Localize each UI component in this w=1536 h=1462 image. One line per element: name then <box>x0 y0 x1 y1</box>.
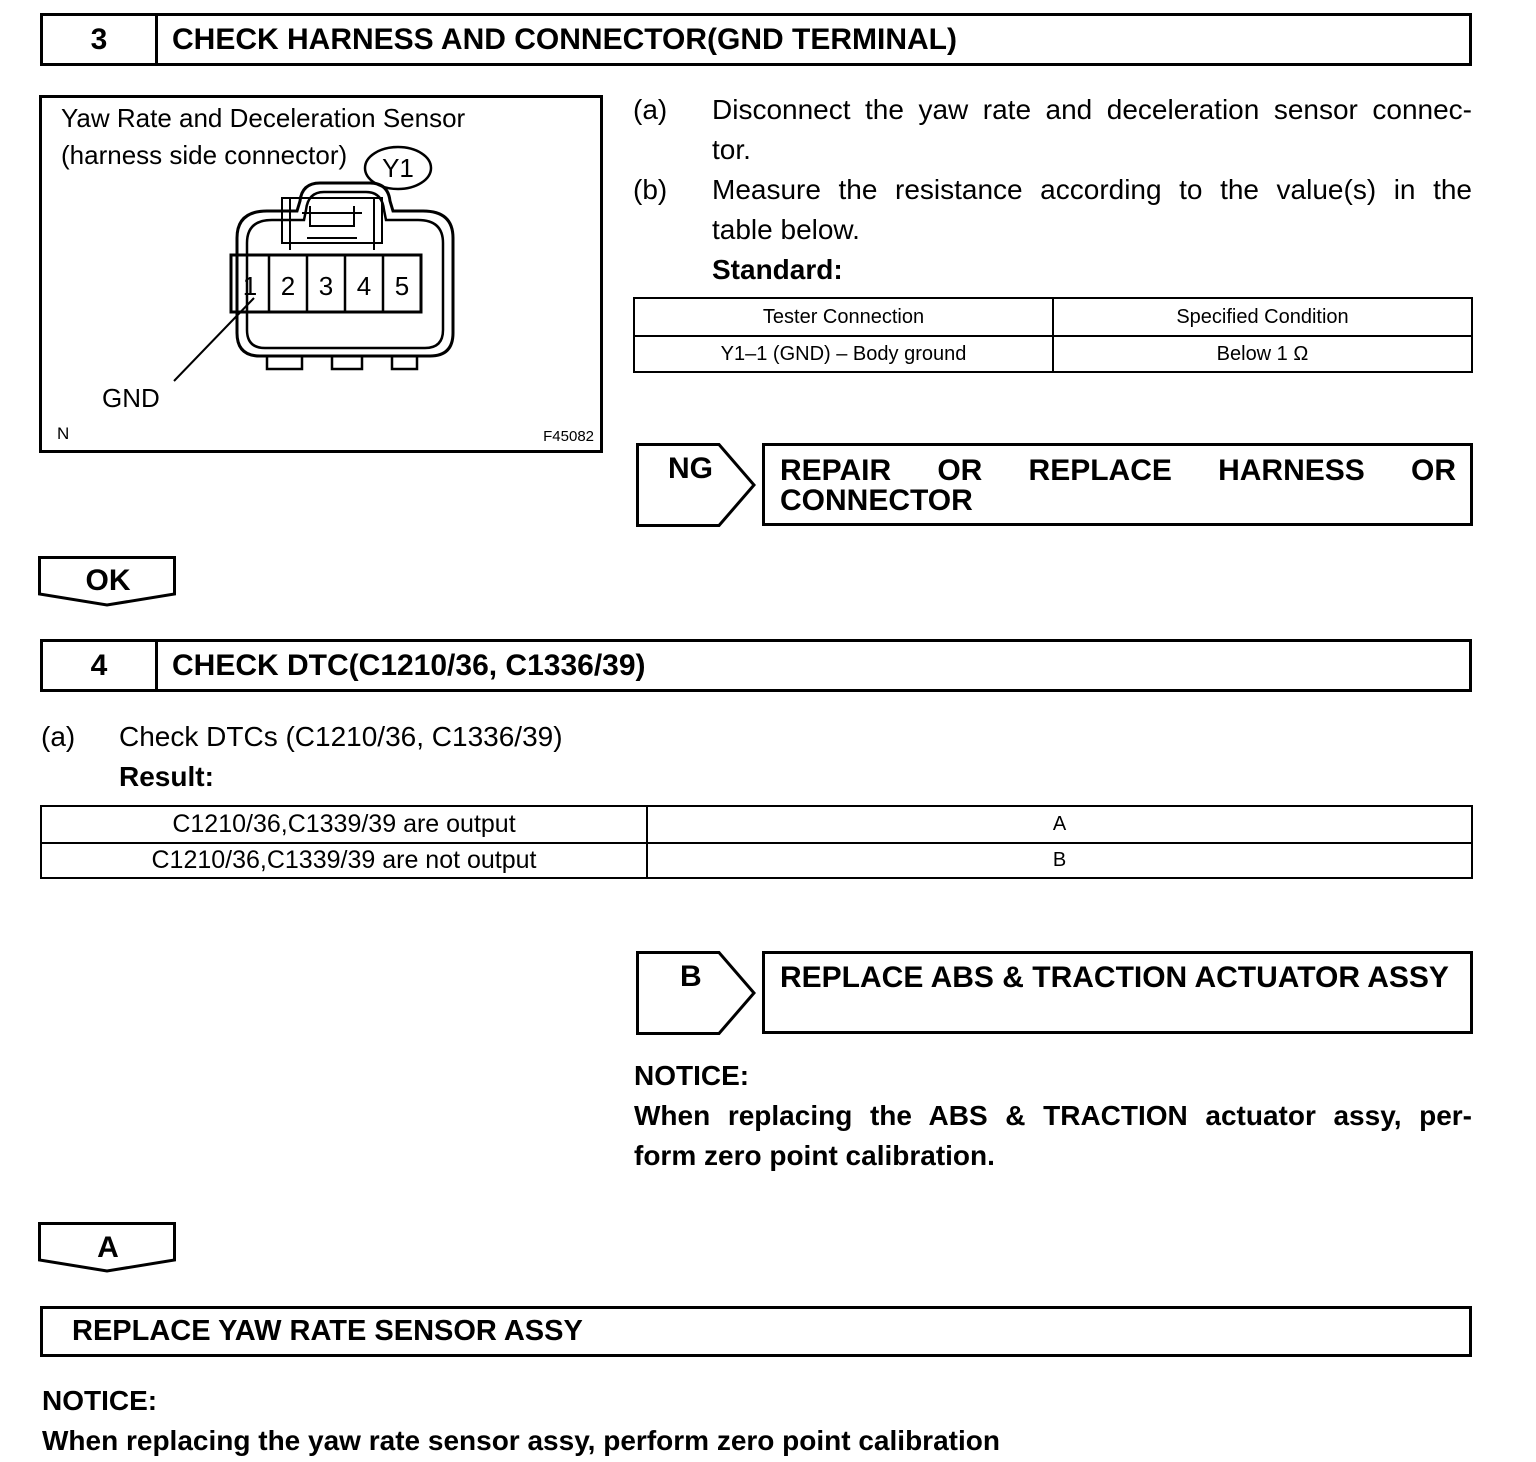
b-notice-line2: form zero point calibration. <box>634 1140 995 1171</box>
figure-code: F45082 <box>543 428 594 445</box>
instruction-a-line1: Disconnect the yaw rate and deceleration sensor connec- <box>712 94 1472 125</box>
table-cell: B <box>647 843 1472 878</box>
instruction-a-line2: tor. <box>712 134 751 165</box>
result-label: Result: <box>119 761 214 792</box>
pin-5: 5 <box>394 271 410 301</box>
b-action-box <box>762 951 1473 1034</box>
step-number: 3 <box>43 16 158 63</box>
connector-id-label: Y1 <box>382 153 414 183</box>
step-title: CHECK DTC(C1210/36, C1336/39) <box>172 648 646 682</box>
gnd-leader-line <box>174 298 254 381</box>
ok-tab-label: OK <box>85 564 131 597</box>
table-cell: Y1–1 (GND) – Body ground <box>634 336 1053 372</box>
pin-4: 4 <box>356 271 372 301</box>
table-header-cell: Specified Condition <box>1053 298 1472 336</box>
standard-table <box>633 297 1473 373</box>
table-cell: A <box>647 806 1472 843</box>
pin-3: 3 <box>318 271 334 301</box>
instruction-a-marker: (a) <box>633 94 668 125</box>
ng-action-box <box>762 443 1473 526</box>
table-cell: Below 1 Ω <box>1053 336 1472 372</box>
final-notice-text: When replacing the yaw rate sensor assy, perform zero point calibration <box>42 1425 1000 1456</box>
a-tab-label: A <box>97 1231 119 1264</box>
gnd-label: GND <box>102 383 160 413</box>
standard-label: Standard: <box>712 254 843 285</box>
ng-action-line1: REPAIR OR REPLACE HARNESS OR <box>780 454 1456 487</box>
table-cell: C1210/36,C1339/39 are output <box>41 806 647 843</box>
step-4-header <box>40 639 1472 692</box>
pin-2: 2 <box>280 271 296 301</box>
table-row <box>41 843 1472 878</box>
instruction-b-line2: table below. <box>712 214 860 245</box>
b-action-text: REPLACE ABS & TRACTION ACTUATOR ASSY <box>780 961 1449 994</box>
table-header-row <box>634 298 1472 336</box>
step4-a-marker: (a) <box>41 721 76 752</box>
step-3-header <box>40 13 1472 66</box>
final-notice-label: NOTICE: <box>42 1385 158 1416</box>
result-table <box>40 805 1473 879</box>
pin-1: 1 <box>242 271 258 301</box>
table-cell: C1210/36,C1339/39 are not output <box>41 843 647 878</box>
b-label: B <box>680 960 702 993</box>
step-number: 4 <box>43 642 158 689</box>
step-title: CHECK HARNESS AND CONNECTOR(GND TERMINAL) <box>172 22 957 56</box>
step4-a-text: Check DTCs (C1210/36, C1336/39) <box>119 721 563 752</box>
instruction-b-line1: Measure the resistance according to the value(s) in the <box>712 174 1472 205</box>
table-row <box>634 336 1472 372</box>
table-row <box>41 806 1472 843</box>
ng-label: NG <box>668 452 713 485</box>
figure-corner-label: N <box>57 424 70 443</box>
final-action-title: REPLACE YAW RATE SENSOR ASSY <box>72 1315 583 1347</box>
figure-title-line1: Yaw Rate and Deceleration Sensor <box>61 103 466 133</box>
connector-bottom-tabs <box>267 356 417 369</box>
table-header-cell: Tester Connection <box>634 298 1053 336</box>
figure-title-line2: (harness side connector) <box>61 140 348 170</box>
b-notice-label: NOTICE: <box>634 1060 750 1091</box>
b-notice-line1: When replacing the ABS & TRACTION actuator assy, per- <box>634 1100 1472 1131</box>
final-action-box <box>40 1306 1472 1357</box>
ng-action-line2: CONNECTOR <box>780 484 973 517</box>
instruction-b-marker: (b) <box>633 174 668 205</box>
connector-figure <box>39 95 603 453</box>
